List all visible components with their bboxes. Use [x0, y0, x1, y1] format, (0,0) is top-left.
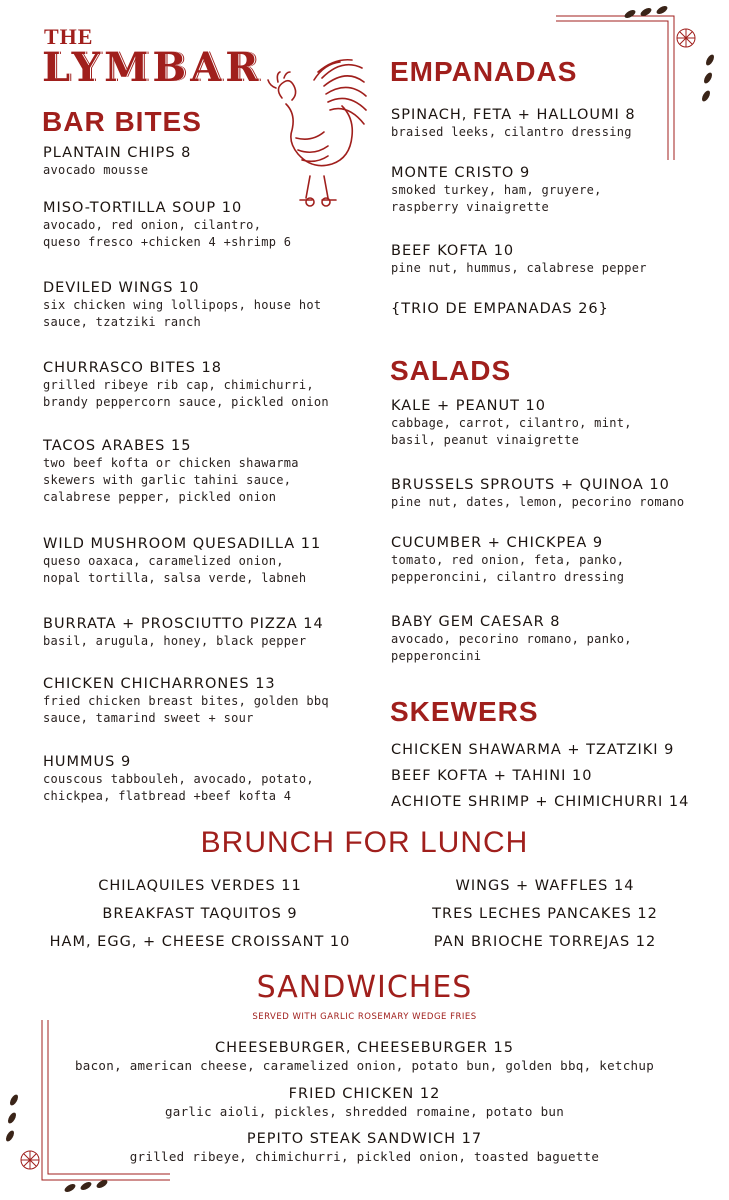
skewer-item: ACHIOTE SHRIMP + CHIMICHURRI 14 [391, 794, 690, 810]
brunch-item: HAM, EGG, + CHEESE CROISSANT 10 [49, 934, 351, 950]
item-name: DEVILED WINGS 10 [43, 280, 200, 296]
salads-list [391, 397, 726, 665]
item-desc: raspberry vinaigrette [391, 200, 550, 214]
skewers-list [391, 737, 726, 815]
item-desc: two beef kofta or chicken shawarma [43, 456, 299, 470]
item-desc: pine nut, dates, lemon, pecorino romano [391, 495, 685, 509]
menu-item [391, 534, 726, 613]
item-name: BEEF KOFTA 10 [391, 243, 515, 259]
skewer-item: BEEF KOFTA + TAHINI 10 [391, 768, 593, 784]
item-desc: calabrese pepper, pickled onion [43, 490, 277, 504]
item-name: FRIED CHICKEN 12 [288, 1086, 441, 1102]
sandwiches-subtitle: SERVED WITH GARLIC ROSEMARY WEDGE FRIES [252, 1012, 477, 1022]
menu-item [391, 300, 721, 318]
item-desc: queso oaxaca, caramelized onion, [43, 554, 284, 568]
item-desc: avocado mousse [43, 163, 149, 177]
menu-item [43, 675, 373, 753]
item-desc: couscous tabbouleh, avocado, potato, [43, 772, 314, 786]
item-desc: grilled ribeye, chimichurri, pickled onion, toasted baguette [129, 1149, 600, 1164]
item-name: CHURRASCO BITES 18 [43, 360, 222, 376]
item-name: CHICKEN CHICHARRONES 13 [43, 676, 276, 692]
item-name: BURRATA + PROSCIUTTO PIZZA 14 [43, 616, 324, 632]
item-name: BRUSSELS SPROUTS + QUINOA 10 [391, 477, 670, 493]
skewer-item: CHICKEN SHAWARMA + TZATZIKI 9 [391, 742, 675, 758]
item-desc: tomato, red onion, feta, panko, [391, 553, 625, 567]
brunch-right-list [380, 872, 710, 956]
item-desc: brandy peppercorn sauce, pickled onion [43, 395, 329, 409]
item-desc: cabbage, carrot, cilantro, mint, [391, 416, 632, 430]
brunch-title: BRUNCH FOR LUNCH [200, 826, 529, 859]
bar-bites-list [43, 144, 373, 805]
menu-item [43, 437, 373, 535]
brunch-item: CHILAQUILES VERDES 11 [98, 878, 302, 894]
item-name: CUCUMBER + CHICKPEA 9 [391, 535, 604, 551]
item-name: MISO-TORTILLA SOUP 10 [43, 200, 243, 216]
item-name: SPINACH, FETA + HALLOUMI 8 [391, 107, 636, 123]
item-desc: sauce, tamarind sweet + sour [43, 711, 254, 725]
item-name: PEPITO STEAK SANDWICH 17 [246, 1131, 483, 1147]
item-desc: grilled ribeye rib cap, chimichurri, [43, 378, 314, 392]
item-desc: bacon, american cheese, caramelized onion, potato bun, golden bbq, ketchup [74, 1058, 655, 1073]
salads-title: SALADS [390, 355, 512, 386]
item-desc: smoked turkey, ham, gruyere, [391, 183, 602, 197]
item-desc: skewers with garlic tahini sauce, [43, 473, 292, 487]
item-desc: basil, peanut vinaigrette [391, 433, 580, 447]
item-desc: avocado, red onion, cilantro, [43, 218, 262, 232]
sandwiches-title: SANDWICHES [256, 970, 473, 1005]
menu-item [391, 476, 726, 534]
skewers-title: SKEWERS [390, 696, 539, 727]
menu-item [43, 615, 373, 675]
item-name: PLANTAIN CHIPS 8 [43, 145, 192, 161]
menu-item [43, 279, 373, 359]
item-desc: fried chicken breast bites, golden bbq [43, 694, 329, 708]
item-desc: pepperoncini [391, 649, 482, 663]
brunch-item: PAN BRIOCHE TORREJAS 12 [433, 934, 657, 950]
brunch-item: WINGS + WAFFLES 14 [455, 878, 635, 894]
item-name: {TRIO DE EMPANADAS 26} [391, 301, 609, 317]
corner-ornament-bottom-left [0, 1020, 170, 1200]
item-desc: pepperoncini, cilantro dressing [391, 570, 625, 584]
item-name: BABY GEM CAESAR 8 [391, 614, 561, 630]
menu-item [391, 613, 726, 665]
item-desc: queso fresco +chicken 4 +shrimp 6 [43, 235, 292, 249]
item-name: TACOS ARABES 15 [43, 438, 192, 454]
brunch-item: BREAKFAST TAQUITOS 9 [102, 906, 298, 922]
brand-the: THE [44, 24, 94, 49]
item-desc: pine nut, hummus, calabrese pepper [391, 261, 647, 275]
menu-item [43, 359, 373, 437]
item-name: WILD MUSHROOM QUESADILLA 11 [43, 536, 322, 552]
menu-item [43, 535, 373, 615]
empanadas-title: EMPANADAS [390, 56, 578, 87]
item-name: KALE + PEANUT 10 [391, 398, 546, 414]
brunch-left-list [35, 872, 365, 956]
item-desc: six chicken wing lollipops, house hot [43, 298, 322, 312]
menu-item [391, 242, 721, 300]
brunch-item: TRES LECHES PANCAKES 12 [432, 906, 658, 922]
item-desc: chickpea, flatbread +beef kofta 4 [43, 789, 292, 803]
item-name: CHEESEBURGER, CHEESEBURGER 15 [215, 1040, 514, 1056]
item-desc: braised leeks, cilantro dressing [391, 125, 632, 139]
item-desc: garlic aioli, pickles, shredded romaine, potato bun [164, 1104, 565, 1119]
corner-ornament-top-right [556, 0, 726, 160]
item-desc: basil, arugula, honey, black pepper [43, 634, 307, 648]
item-desc: sauce, tzatziki ranch [43, 315, 202, 329]
menu-item [391, 164, 721, 242]
menu-item [43, 144, 373, 199]
item-name: HUMMUS 9 [43, 754, 132, 770]
menu-item [43, 199, 373, 279]
item-name: MONTE CRISTO 9 [391, 165, 531, 181]
menu-item [43, 753, 373, 805]
menu-item [391, 397, 726, 476]
item-desc: avocado, pecorino romano, panko, [391, 632, 632, 646]
bar-bites-title: BAR BITES [42, 106, 202, 137]
brand-name: LYMBAR [42, 44, 263, 91]
item-desc: nopal tortilla, salsa verde, labneh [43, 571, 307, 585]
